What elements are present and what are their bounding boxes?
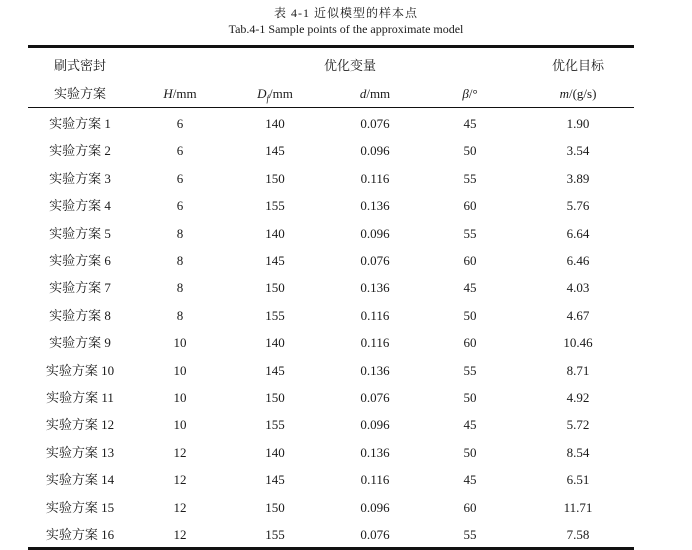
header-group-brush-seal: 刷式密封: [53, 58, 106, 73]
top-rule: [28, 45, 634, 48]
cell-beta: 45: [463, 472, 477, 487]
cell-h: 10: [173, 390, 187, 405]
cell-m: 4.67: [566, 308, 590, 323]
cell-beta: 45: [463, 280, 477, 295]
cell-df: 150: [265, 171, 285, 186]
cell-beta: 50: [463, 143, 477, 158]
cell-beta: 45: [463, 116, 477, 131]
cell-h: 8: [176, 226, 184, 241]
cell-df: 155: [265, 417, 285, 432]
cell-beta: 55: [463, 363, 477, 378]
header-col-d-unit: /mm: [366, 86, 391, 101]
cell-m: 5.76: [566, 198, 590, 213]
header-col-df-sub: f: [266, 93, 270, 104]
cell-h: 8: [176, 253, 184, 268]
header-col-scheme: 实验方案: [53, 86, 106, 101]
header-col-h-var: H: [163, 86, 173, 101]
cell-scheme: 实验方案 12: [45, 417, 115, 432]
cell-d: 0.136: [360, 280, 390, 295]
cell-scheme: 实验方案 13: [45, 445, 115, 460]
cell-scheme: 实验方案 15: [45, 500, 115, 515]
cell-m: 6.46: [566, 253, 590, 268]
cell-df: 145: [265, 253, 285, 268]
cell-m: 5.72: [566, 417, 590, 432]
cell-m: 8.71: [566, 363, 590, 378]
cell-beta: 60: [463, 500, 477, 515]
cell-h: 12: [173, 527, 187, 542]
cell-m: 7.58: [566, 527, 590, 542]
cell-h: 6: [176, 116, 184, 131]
cell-h: 10: [173, 417, 187, 432]
table-caption-en: Tab.4-1 Sample points of the approximate model: [228, 22, 464, 36]
cell-df: 150: [265, 280, 285, 295]
header-col-m: [528, 86, 628, 102]
cell-df: 140: [265, 116, 285, 131]
cell-scheme: 实验方案 6: [49, 253, 111, 268]
header-rule: [28, 107, 634, 108]
cell-d: 0.136: [360, 363, 390, 378]
header-col-df-var: D: [257, 86, 267, 101]
cell-m: 6.51: [566, 472, 590, 487]
cell-d: 0.116: [360, 308, 390, 323]
header-col-h-unit: /mm: [172, 86, 197, 101]
cell-scheme: 实验方案 7: [49, 280, 111, 295]
cell-beta: 55: [463, 226, 477, 241]
cell-d: 0.096: [360, 143, 390, 158]
cell-d: 0.076: [360, 116, 390, 131]
cell-scheme: 实验方案 10: [45, 363, 115, 378]
header-col-d-var: d: [359, 86, 367, 101]
cell-beta: 50: [463, 308, 477, 323]
cell-df: 140: [265, 335, 285, 350]
cell-df: 140: [265, 226, 285, 241]
cell-df: 155: [265, 527, 285, 542]
header-col-beta-var: β: [462, 86, 469, 101]
table-caption-cn: 表 4-1 近似模型的样本点: [274, 6, 418, 20]
cell-scheme: 实验方案 9: [49, 335, 111, 350]
header-group-objective: 优化目标: [551, 58, 604, 73]
header-col-m-var: m: [559, 86, 569, 101]
cell-m: 4.92: [566, 390, 590, 405]
header-col-beta-unit: /°: [468, 86, 478, 101]
cell-beta: 45: [463, 417, 477, 432]
cell-d: 0.096: [360, 417, 390, 432]
cell-h: 10: [173, 363, 187, 378]
cell-beta: 55: [463, 171, 477, 186]
cell-m: 4.03: [566, 280, 590, 295]
cell-scheme: 实验方案 4: [49, 198, 111, 213]
cell-d: 0.116: [360, 472, 390, 487]
header-col-m-unit: /(g/s): [568, 86, 597, 101]
cell-scheme: 实验方案 11: [46, 390, 114, 405]
cell-beta: 50: [463, 390, 477, 405]
cell-h: 10: [173, 335, 187, 350]
cell-df: 155: [265, 198, 285, 213]
header-col-df: [225, 86, 325, 107]
cell-h: 6: [176, 198, 184, 213]
cell-d: 0.116: [360, 171, 390, 186]
cell-d: 0.096: [360, 500, 390, 515]
cell-m: 10.46: [563, 335, 593, 350]
header-col-df-unit: /mm: [269, 86, 293, 101]
cell-m: 3.54: [566, 143, 590, 158]
cell-d: 0.076: [360, 253, 390, 268]
cell-h: 12: [173, 472, 187, 487]
cell-scheme: 实验方案 2: [49, 143, 111, 158]
cell-m: 3.89: [566, 171, 590, 186]
cell-d: 0.136: [360, 198, 390, 213]
cell-m: 6.64: [566, 226, 590, 241]
cell-m: 11.71: [563, 500, 593, 515]
cell-beta: 50: [463, 445, 477, 460]
cell-scheme: 实验方案 1: [49, 116, 111, 131]
header-col-h: [130, 86, 230, 102]
cell-h: 12: [173, 500, 187, 515]
header-col-beta: [420, 86, 520, 102]
cell-h: 8: [176, 308, 184, 323]
header-col-d: [325, 86, 425, 102]
cell-beta: 55: [463, 527, 477, 542]
cell-m: 8.54: [566, 445, 590, 460]
cell-scheme: 实验方案 8: [49, 308, 111, 323]
cell-df: 150: [265, 390, 285, 405]
cell-df: 145: [265, 143, 285, 158]
cell-d: 0.116: [360, 335, 390, 350]
cell-d: 0.136: [360, 445, 390, 460]
cell-beta: 60: [463, 253, 477, 268]
cell-df: 155: [265, 308, 285, 323]
cell-h: 12: [173, 445, 187, 460]
header-group-variables: 优化变量: [323, 58, 376, 73]
cell-scheme: 实验方案 16: [45, 527, 115, 542]
cell-df: 140: [265, 445, 285, 460]
cell-h: 8: [176, 280, 184, 295]
cell-df: 145: [265, 363, 285, 378]
cell-h: 6: [176, 143, 184, 158]
cell-df: 150: [265, 500, 285, 515]
cell-beta: 60: [463, 335, 477, 350]
cell-beta: 60: [463, 198, 477, 213]
cell-m: 1.90: [566, 116, 590, 131]
cell-h: 6: [176, 171, 184, 186]
cell-scheme: 实验方案 14: [45, 472, 115, 487]
cell-d: 0.076: [360, 390, 390, 405]
cell-d: 0.076: [360, 527, 390, 542]
cell-scheme: 实验方案 5: [49, 226, 111, 241]
cell-d: 0.096: [360, 226, 390, 241]
cell-scheme: 实验方案 3: [49, 171, 111, 186]
cell-df: 145: [265, 472, 285, 487]
